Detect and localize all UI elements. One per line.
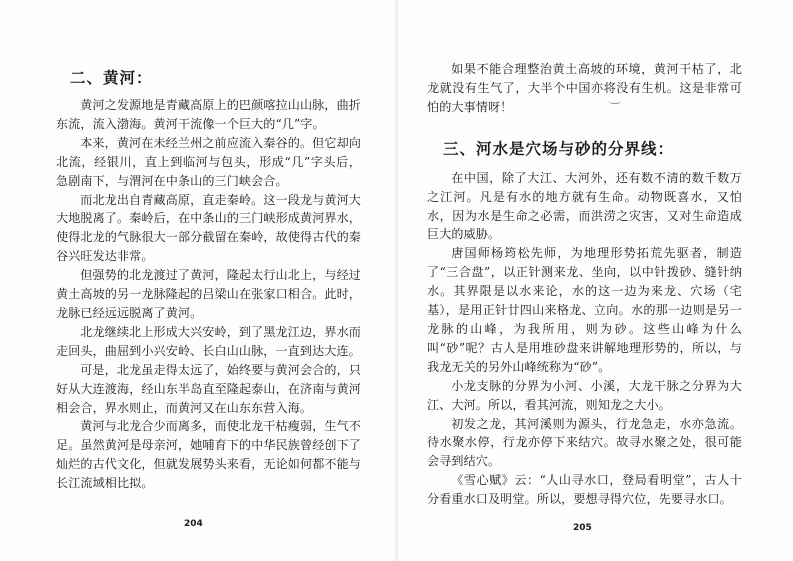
paragraph: 而北龙出自青藏高原，直走秦岭。这一段龙与黄河大大地脱离了。秦岭后，在中条山的三门峡形成黄河界水，使得北龙的气脉很大一部分截留在秦岭，故使得古代的秦谷兴旺发达非常。 — [56, 192, 361, 264]
paragraph: 《雪心赋》云：“人山寻水口，登局看明堂”，古人十分看重水口及明堂。所以，要想寻得穴位，先要寻水口。 — [427, 473, 742, 507]
paragraph: 在中国，除了大江、大河外，还有数不清的数千数万之江河。凡是有水的地方就有生命。动物既喜水，又怕水，因为水是生命之必需，而洪涝之灾害，又对生命造成巨大的威胁。 — [427, 170, 742, 242]
paragraph: 北龙继续北上形成大兴安岭，到了黑龙江边，界水而走回头，曲屈到小兴安岭、长白山山脉，一直到达大连。 — [56, 324, 361, 358]
left-page-content — [56, 68, 361, 493]
page-number: 204 — [184, 519, 203, 529]
right-page-intro — [427, 60, 742, 117]
section-heading-yellow-river: 二、黄河： — [70, 69, 153, 87]
left-page-body — [56, 96, 361, 493]
left-page — [0, 0, 396, 561]
paragraph: 初发之龙，其河溪则为源头，行龙急走，水亦急流。待水聚水停，行龙亦停下来结穴。故寻水聚之处，很可能会寻到结穴。 — [427, 416, 742, 469]
paragraph: 黄河之发源地是青藏高原上的巴颜喀拉山山脉，曲折东流，流入渤海。黄河干流像一个巨大的“几”字。 — [56, 98, 361, 131]
paragraph: 小龙支脉的分界为小河、小溪，大龙干脉之分界为大江、大河。所以，看其河流，则知龙之大小。 — [427, 378, 742, 412]
paragraph: 唐国师杨筠松先师，为地理形势拓荒先驱者，制造了“三合盘”，以正针测来龙、坐向，以中针拨砂、缝针纳水。其界限是以水来论，水的这一边为来龙、穴场（宅基），是用正针廿四山来格龙、立向。水的那一边则是另一龙脉的山峰，为我所用，则为砂。这些山峰为什么叫“砂”呢？古人是用堆砂盘来讲解地理形势的，所以，与我龙无关的另外山峰统称为“砂”。 — [427, 246, 742, 374]
page-number: 205 — [573, 523, 592, 533]
right-page — [397, 0, 793, 561]
paragraph: 但强势的北龙渡过了黄河，隆起太行山北上，与经过黄土高坡的另一龙脉隆起的吕梁山在张家口相合。此时，龙脉已经远远脱离了黄河。 — [56, 268, 361, 320]
right-page-content — [427, 60, 742, 509]
section-heading-river-boundary: 三、河水是穴场与砂的分界线： — [443, 139, 675, 158]
paragraph: 本来，黄河在未经兰州之前应流入秦谷的。但它却向北流，经银川，直上到临河与包头，形成“几”字头后，急剧南下，与渭河在中条山的三门峡会合。 — [56, 135, 361, 188]
right-page-body — [427, 169, 742, 509]
paragraph: 如果不能合理整治黄土高坡的环境，黄河干枯了，北龙就没有生气了，大半个中国亦将没有生机。这是非常可怕的大事情呀！ — [427, 62, 742, 114]
paragraph: 黄河与北龙合少而离多，而使北龙干枯瘦弱，生气不足。虽然黄河是母亲河，她哺育下的中华民族曾经创下了灿烂的古代文化，但就发展势头来看，无论如何都不能与长江流域相比拟。 — [56, 419, 361, 491]
paragraph: 可是，北龙虽走得太远了，始终要与黄河会合的，只好从大连渡海，经山东半岛直至隆起泰山，在济南与黄河相会合，界水则止，而黄河又在山东东营入海。 — [56, 362, 361, 415]
